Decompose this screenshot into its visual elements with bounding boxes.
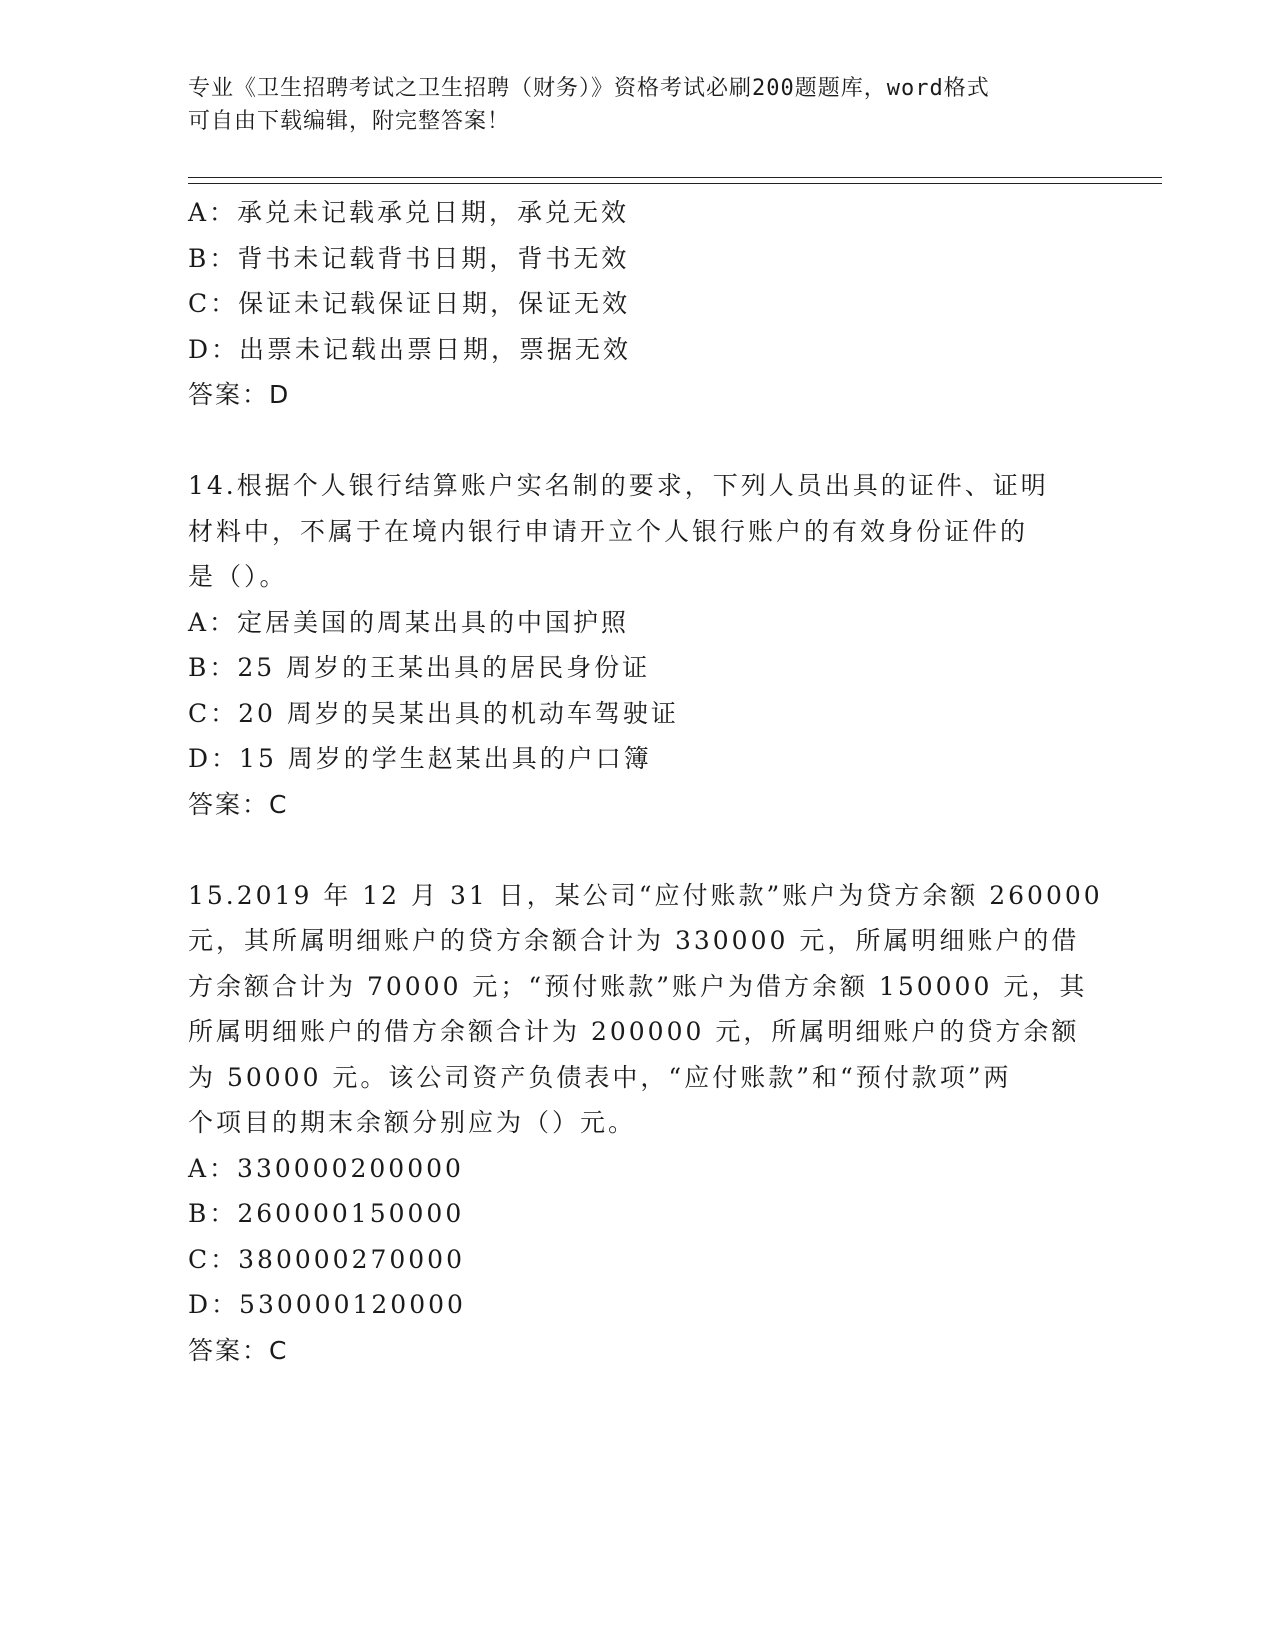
question-stem-line: 所属明细账户的借方余额合计为 200000 元，所属明细账户的贷方余额: [188, 1017, 1080, 1046]
spacer: [188, 827, 1088, 873]
option-c: C：20 周岁的吴某出具的机动车驾驶证: [188, 698, 679, 728]
option-d: D：15 周岁的学生赵某出具的户口簿: [188, 744, 652, 773]
option-c: C：保证未记载保证日期，保证无效: [188, 289, 631, 318]
answer-line: 答案：C: [188, 789, 289, 819]
header-divider-top: [188, 177, 1162, 178]
option-d: D：530000120000: [188, 1290, 466, 1319]
document-body: [188, 190, 1103, 1373]
header-line-2: 可自由下载编辑，附完整答案！: [188, 109, 511, 134]
question-13: [188, 190, 1088, 418]
spacer: [188, 418, 1088, 464]
question-stem-line: 14.根据个人银行结算账户实名制的要求，下列人员出具的证件、证明: [188, 471, 1049, 500]
question-stem-line: 材料中，不属于在境内银行申请开立个人银行账户的有效身份证件的: [188, 516, 1029, 546]
question-15: [188, 873, 1103, 1374]
question-14: [188, 463, 1088, 827]
option-b: B：25 周岁的王某出具的居民身份证: [188, 653, 651, 682]
option-c: C：380000270000: [188, 1244, 465, 1274]
option-b: B：背书未记载背书日期，背书无效: [188, 243, 630, 273]
question-stem-line: 是（）。: [188, 562, 288, 591]
option-d: D：出票未记载出票日期，票据无效: [188, 334, 632, 364]
question-stem-line: 为 50000 元。该公司资产负债表中，“应付账款”和“预付款项”两: [188, 1062, 1012, 1092]
question-stem-line: 15.2019 年 12 月 31 日，某公司“应付账款”账户为贷方余额 260000: [188, 880, 1103, 910]
option-a: A：定居美国的周某出具的中国护照: [188, 607, 630, 637]
header-line-1: 专业《卫生招聘考试之卫生招聘（财务）》资格考试必刷200题题库，word格式: [188, 76, 990, 101]
answer-line: 答案：D: [188, 380, 291, 409]
header-divider-bottom: [188, 183, 1162, 184]
option-a: A：330000200000: [188, 1153, 464, 1183]
question-stem-line: 个项目的期末余额分别应为（）元。: [188, 1108, 637, 1137]
option-b: B：260000150000: [188, 1199, 465, 1228]
answer-line: 答案：C: [188, 1335, 289, 1365]
option-a: A：承兑未记载承兑日期，承兑无效: [188, 198, 630, 227]
question-stem-line: 元，其所属明细账户的贷方余额合计为 330000 元，所属明细账户的借: [188, 926, 1080, 955]
question-stem-line: 方余额合计为 70000 元；“预付账款”账户为借方余额 150000 元，其: [188, 971, 1088, 1001]
document-header: [188, 72, 1088, 138]
